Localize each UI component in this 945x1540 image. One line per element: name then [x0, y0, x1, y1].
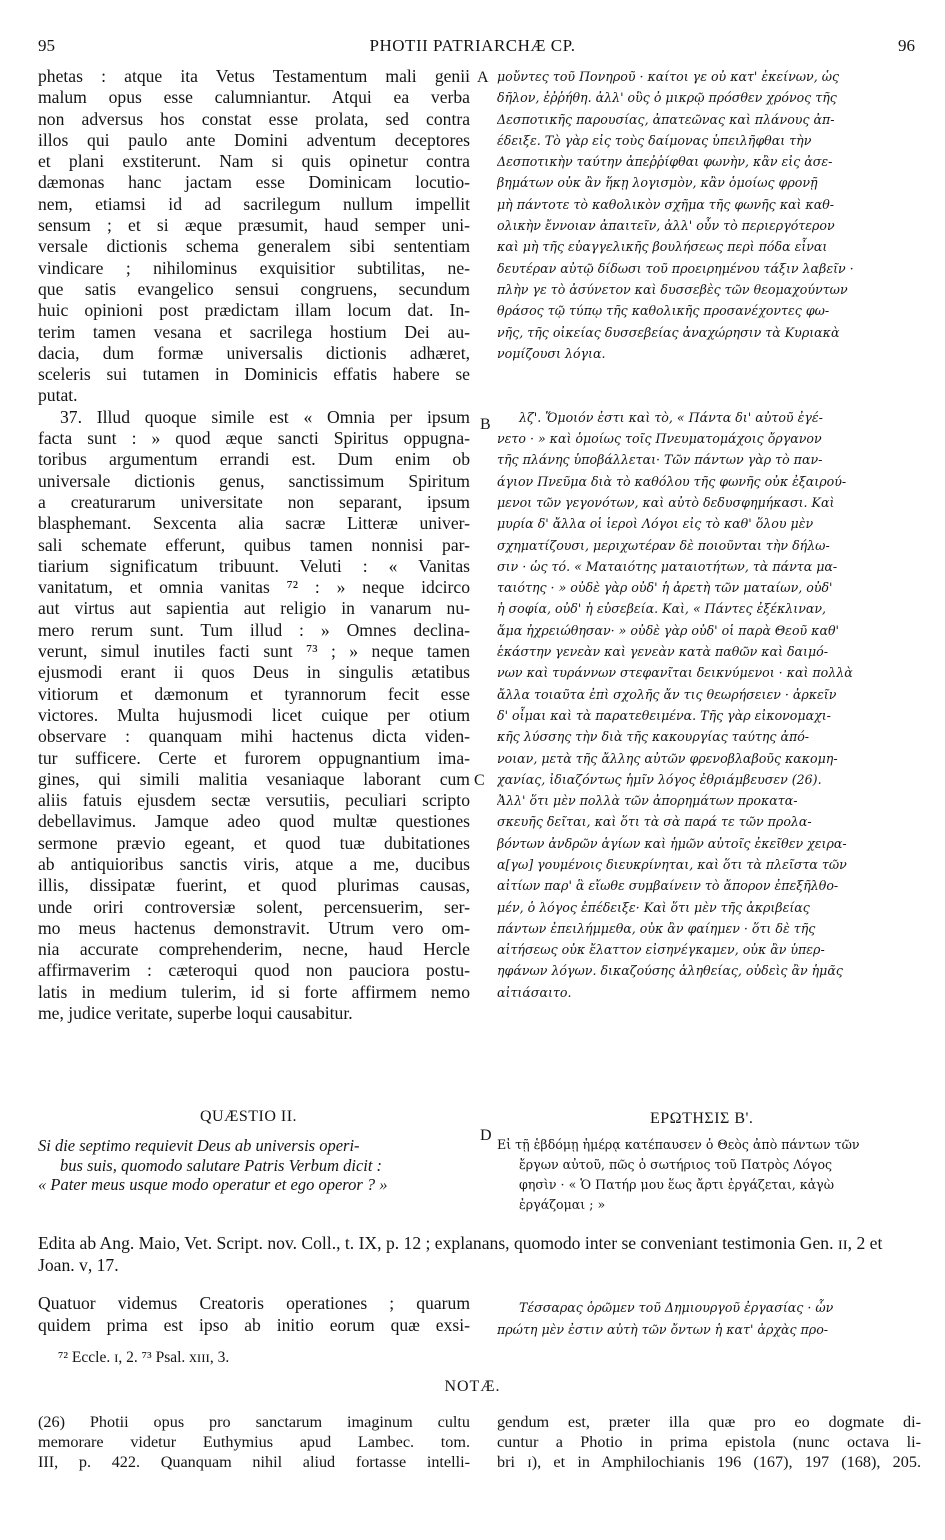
- questio-latin-heading: QUÆSTIO II.: [200, 1108, 298, 1125]
- greek-line: δῆλον, ἐῤῥήθη. ἀλλ' οὓς ὀ μικρῷ πρόσθεν χρόνος τῆς: [497, 90, 837, 106]
- page-number-left: 95: [38, 36, 55, 55]
- latin-line: toribus argumentum errandi est. Dum enim ob: [38, 449, 470, 470]
- latin-line: victores. Multa hujusmodi licet cuique per otium: [38, 704, 470, 725]
- questio-greek-line: ἐργάζομαι ; »: [519, 1197, 606, 1212]
- questio-latin-line: Si die septimo requievit Deus ab universis operi-: [38, 1136, 360, 1155]
- greek-line: θράσος τῷ τύπῳ τῆς καθολικῆς προσανέχοντες φω-: [497, 303, 830, 319]
- greek-line: ἄλλα τοιαῦτα ἐπὶ σχολῆς ἄν τις θεωρήσειεν · ἀρκεῖν: [497, 686, 837, 702]
- greek-line: δ' οἶμαι καὶ τὰ παρατεθειμένα. Τῆς γὰρ εἰκονομαχι-: [497, 707, 831, 723]
- greek-line: μυρία δ' ἄλλα οἱ ἱεροὶ Λόγοι εἰς τὸ καθ' ὅλου μὲν: [497, 516, 814, 532]
- margin-letter-c: C: [474, 772, 485, 789]
- questio-greek-line: ἔργων αὐτοῦ, πῶς ὁ σωτήριος τοῦ Πατρὸς Λόγος: [519, 1157, 833, 1172]
- greek-line: ἅμα ἠχρειώθησαν· » οὐδὲ γὰρ οὐδ' οἱ παρὰ Θεοῦ καθ': [497, 622, 839, 638]
- greek-line: λζ'. Ὅμοιόν ἐστι καὶ τὸ, « Πάντα δι' αὐτοῦ ἐγέ-: [519, 409, 823, 425]
- questio-latin-line: « Pater meus usque modo operatur et ego operor ? »: [38, 1175, 388, 1194]
- latin-opening-text: [38, 1292, 470, 1336]
- greek-line: νοιαν, μετὰ τῆς ἄλλης αὐτῶν φρενοβλαβοῦς κακομη-: [497, 750, 838, 766]
- greek-opening-line: πρώτη μὲν ἐστιν αὐτὴ τῶν ὄντων ἡ κατ' ἀρχὰς προ-: [497, 1322, 829, 1337]
- latin-opening-line: Quatuor videmus Creatoris operationes ; quarum: [38, 1293, 470, 1313]
- latin-line: sensum ; et si æque præsumit, haud semper uni-: [38, 215, 470, 236]
- latin-line: vitiorum et dæmonum et tyrannorum fecit esse: [38, 683, 470, 704]
- latin-line: me, judice veritate, superbe loqui causabitur.: [38, 1003, 353, 1024]
- greek-line: πλὴν γε τὸ ἀσύνετον καὶ δυσσεβὲς τῶν θεομαχούντων: [497, 281, 848, 297]
- latin-line: gines, qui simili malitia vesaniaque laborant cum: [38, 768, 470, 789]
- greek-line: δευτέραν αὐτῷ δίδωσι τοῦ προειρημένου τάξιν λαβεῖν ·: [497, 260, 854, 276]
- latin-line: putat.: [38, 385, 78, 406]
- latin-line: unde oriri controversiæ solent, percensuerim, ser-: [38, 896, 470, 917]
- questio-greek-heading: ΕΡΩΤΗΣΙΣ Β'.: [650, 1110, 754, 1127]
- note-right-line: cuntur a Photio in prima epistola (nunc octava li-: [497, 1433, 921, 1451]
- greek-opening-text: [497, 1297, 921, 1341]
- margin-letter-b: B: [480, 416, 491, 433]
- greek-line: σκευῆς δεῖται, καὶ ὅτι τὰ σὰ παρά τε τῶν προλα-: [497, 814, 812, 830]
- greek-line: [497, 364, 921, 385]
- greek-line: ολικὴν ἔννοιαν ἀπαιτεῖν, ἀλλ' οὖν τὸ περιεργότερον: [497, 218, 835, 234]
- questio-greek-line: Εἰ τῇ ἑβδόμῃ ἡμέρᾳ κατέπαυσεν ὁ Θεὸς ἀπὸ πάντων τῶν: [497, 1137, 860, 1152]
- greek-line: ἡ σοφία, οὐδ' ἡ εὐσεβεία. Καὶ, « Πάντες ἐξέκλιναν,: [497, 601, 827, 617]
- latin-column: [38, 66, 470, 1024]
- greek-line: Δεσποτικῆς παρουσίας, ἀπατεῶνας καὶ πλάνους ἀπ-: [497, 111, 835, 127]
- latin-line: sermone prævio egeant, et quod tuæ dubitationes: [38, 832, 470, 853]
- latin-line: aut virtus aut sapientia aut religio in vanarum nu-: [38, 598, 470, 619]
- latin-line: 37. Illud quoque simile est « Omnia per ipsum: [60, 406, 470, 427]
- notes-right-column: [497, 1412, 921, 1472]
- greek-line: Δεσποτικὴν ταύτην ἀπεῤῥίφθαι φωνὴν, κἂν εἰς ἀσε-: [497, 154, 833, 170]
- greek-line: βόντων ἀνδρῶν ἁγίων καὶ ἡμῶν αὐτοῖς ἐκεῖθεν χειρα-: [497, 835, 847, 851]
- latin-line: verunt, simul inutiles facti sunt ⁷³ ; » neque tamen: [38, 641, 470, 662]
- latin-line: vanitatum, et omnia vanitas ⁷² : » neque idcirco: [38, 577, 470, 598]
- latin-line: mo meus hactenus demonstravit. Utrum vero om-: [38, 917, 470, 938]
- latin-line: sceleris sui tutamen in Dominicis effatis habere se: [38, 364, 470, 385]
- greek-line: ταιότης · » οὐδὲ γὰρ οὐδ' ἡ ἀρετὴ τῶν ματαίων, οὐδ': [497, 580, 833, 596]
- notes-left-column: [38, 1412, 470, 1472]
- greek-line: [497, 385, 921, 406]
- edition-note: [38, 1232, 918, 1276]
- greek-line: τῆς πλάνης ὑποβάλλεται· Τῶν πάντων γὰρ τὸ παν-: [497, 452, 823, 468]
- latin-line: debellavimus. Jamque adeo quod multæ questiones: [38, 811, 470, 832]
- greek-line: α[γω] γουμένοις διευκρίνηται, καὶ ὅτι τὰ πλεῖστα τῶν: [497, 856, 847, 872]
- latin-line: latis in medium tulerim, id si forte affirmem nemo: [38, 981, 470, 1002]
- greek-line: μέν, ὁ λόγος ἐπέδειξε· Καὶ ὅτι μὲν τῆς ἀκριβείας: [497, 899, 810, 915]
- page-number-right: 96: [898, 36, 915, 55]
- latin-line: affirmaverim : cæteroqui quod non pauciora postu-: [38, 960, 470, 981]
- greek-line: καὶ μὴ τῆς εὐαγγελικῆς βουλήσεως περὶ πόδα εἶναι: [497, 239, 828, 255]
- greek-line: μενοι τῶν γεγονότων, καὶ αὐτὸ δεδυσφημήκασι. Καὶ: [497, 494, 835, 510]
- latin-line: ab antiquioribus sanctis viris, atque a me, ducibus: [38, 853, 470, 874]
- greek-line: νων καὶ τυράννων στεφανῖται δεικνύμενοι · καὶ πολλὰ: [497, 665, 853, 681]
- greek-opening-line: Τέσσαρας ὁρῶμεν τοῦ Δημιουργοῦ ἐργασίας · ὧν: [519, 1300, 834, 1315]
- greek-line: ηφάνων λόγων. δικαζούσης ἀληθείας, οὐδεὶς ἂν ἡμᾶς: [497, 963, 843, 979]
- greek-line: έδειξε. Τὸ γὰρ εἰς τοὺς δαίμονας ὑπειλῆφθαι τὴν: [497, 132, 812, 148]
- latin-line: phetas : atque ita Vetus Testamentum mali genii: [38, 66, 470, 86]
- greek-line: αἰτήσεως οὐκ ἔλαττον εἰσηνέγκαμεν, οὐκ ἂν ὑπερ-: [497, 942, 825, 958]
- latin-line: illis, dissipatæ fuerint, et quod plurimas causas,: [38, 875, 470, 896]
- latin-line: aliis fatuis ejusdem sectæ versutiis, peculiari scripto: [38, 790, 470, 811]
- latin-line: illos qui paulo ante Domini adventum deceptores: [38, 129, 470, 150]
- greek-line: αἰτιάσαιτο.: [497, 984, 572, 1000]
- latin-line: malum opus esse calumniantur. Atqui ea verba: [38, 87, 470, 108]
- edition-note-text: Edita ab Ang. Maio, Vet. Script. nov. Coll., t. IX, p. 12 ; explanans, quomodo inter se conveniant testimonia Gen. ɪɪ, 2 et Joan. ᴠ, 17.: [38, 1233, 883, 1275]
- latin-line: observare : quanquam mihi hactenus dicta viden-: [38, 726, 470, 747]
- greek-line: άγιον Πνεῦμα διὰ τὸ καθόλου τῆς φωνῆς οὐκ ἐξαιρού-: [497, 473, 847, 489]
- greek-column: [497, 66, 921, 1003]
- greek-line: χανίας, ἰδιαζόντως ἡμῖν λόγος ἐθριάμβευσεν (26).: [497, 771, 822, 787]
- greek-line: σιν · ὡς τό. « Ματαιότης ματαιοτήτων, τὰ πάντα μα-: [497, 558, 838, 574]
- greek-line: πάντων ἐπειλήμμεθα, οὐκ ἂν φαίημεν · ὅτι δὲ τῆς: [497, 920, 816, 936]
- questio-greek-text: [497, 1135, 921, 1215]
- margin-letter-d: D: [480, 1127, 492, 1144]
- greek-line: αἰτίων παρ' ἃ εἴωθε συμβαίνειν τὸ ἄπορον ἐπεξῆλθο-: [497, 878, 839, 894]
- latin-line: nia accurate comprehenderim, necne, haud Hercle: [38, 939, 470, 960]
- latin-line: tur sufficere. Certe et furorem oppugnantium ima-: [38, 747, 470, 768]
- latin-line: universale dictionis genus, sanctissimum Spiritum: [38, 470, 470, 491]
- latin-line: et plani exstiterunt. Nam si quis opinetur contra: [38, 151, 470, 172]
- greek-line: κῆς λύσσης τὴν διὰ τῆς κακουργίας ταύτης ἀπό-: [497, 729, 810, 745]
- greek-line: νῆς, τῆς οἰκείας δυσσεβείας ἀναχώρησιν τὰ Κυριακὰ: [497, 324, 840, 340]
- latin-line: dacia, dum formæ universalis dictionis adhæret,: [38, 342, 470, 363]
- latin-line: versale dictionis schema generalem sibi sententiam: [38, 236, 470, 257]
- latin-line: blasphemant. Sexcenta alia sacræ Litteræ univer-: [38, 513, 470, 534]
- scripture-footnotes: ⁷² Eccle. ɪ, 2. ⁷³ Psal. xɪɪɪ, 3.: [58, 1349, 230, 1366]
- latin-line: mero rerum sunt. Tum illud : » Omnes declina-: [38, 619, 470, 640]
- questio-latin-line: bus suis, quomodo salutare Patris Verbum dicit :: [60, 1155, 383, 1175]
- note-right-line: bri ɪ), et in Amphilochianis 196 (167), 197 (168), 205.: [497, 1453, 921, 1471]
- questio-greek-line: φησὶν · « Ὁ Πατήρ μου ἕως ἄρτι ἐργάζεται, κἀγὼ: [519, 1177, 834, 1192]
- note-right-line: gendum est, præter illa quæ pro eo dogmate di-: [497, 1413, 921, 1431]
- latin-line: terim tamen vesana et sacrilega hostium Dei au-: [38, 321, 470, 342]
- greek-line: Ἀλλ' ὅτι μὲν πολλὰ τῶν ἀπορημάτων προκατα-: [497, 793, 798, 809]
- latin-line: vindicare ; nihilominus exquisitior subtilitas, ne-: [38, 257, 470, 278]
- notes-title: NOTÆ.: [444, 1378, 501, 1395]
- greek-line: νετο · » καὶ ὁμοίως τοῖς Πνευματομάχοις ὄργανον: [497, 431, 822, 447]
- latin-line: ejusmodi erant ii quos Deus in singulis ætatibus: [38, 662, 470, 683]
- greek-line: μὴ πάντοτε τὸ καθολικὸν σχῆμα τῆς φωνῆς καὶ καθ-: [497, 196, 835, 212]
- latin-line: a creaturarum universitate non separant, ipsum: [38, 491, 470, 512]
- margin-letter-a: A: [477, 69, 489, 86]
- greek-line: μοὔντες τοῦ Πονηροῦ · καίτοι γε οὐ κατ' ἐκείνων, ὡς: [497, 69, 840, 84]
- latin-opening-line: quidem prima est ipso ab initio eorum quæ exsi-: [38, 1315, 470, 1335]
- greek-line: βημάτων οὐκ ἂν ἥκῃ λογισμὸν, κἂν ὁμοίως φρονῇ: [497, 175, 818, 191]
- latin-line: non adversus hos constat esse prolata, sed contra: [38, 108, 470, 129]
- running-title: PHOTII PATRIARCHÆ CP.: [369, 36, 576, 55]
- note-left-line: (26) Photii opus pro sanctarum imaginum cultu: [38, 1413, 470, 1431]
- latin-line: huic opinioni post prædictam illam locum dat. In-: [38, 300, 470, 321]
- latin-line: facta sunt : » quod æque sancti Spiritus oppugna-: [38, 428, 470, 449]
- greek-line: σχηματίζουσι, μεριχωτέραν δὲ ποιοῦνται τὴν δήλω-: [497, 537, 830, 553]
- latin-line: que satis evangelico sensui congruens, secundum: [38, 278, 470, 299]
- latin-line: tiarium significatum tribuunt. Veluti : « Vanitas: [38, 555, 470, 576]
- latin-line: dæmonas hanc jactam esse Dominicam locutio-: [38, 172, 470, 193]
- latin-line: sali schemate efferunt, quibus tamen nonnisi par-: [38, 534, 470, 555]
- greek-line: νομίζουσι λόγια.: [497, 345, 606, 361]
- note-left-line: III, p. 422. Quanquam nihil aliud fortasse intelli-: [38, 1453, 470, 1471]
- questio-latin-text: [38, 1136, 470, 1195]
- latin-line: nem, etiamsi id ad sacrilegum nullum impellit: [38, 193, 470, 214]
- greek-line: ἑκάστην γενεὰν καὶ γενεὰν κατὰ παθῶν καὶ δαιμό-: [497, 644, 828, 660]
- note-left-line: memorare videtur Euthymius apud Lambec. tom.: [38, 1433, 470, 1451]
